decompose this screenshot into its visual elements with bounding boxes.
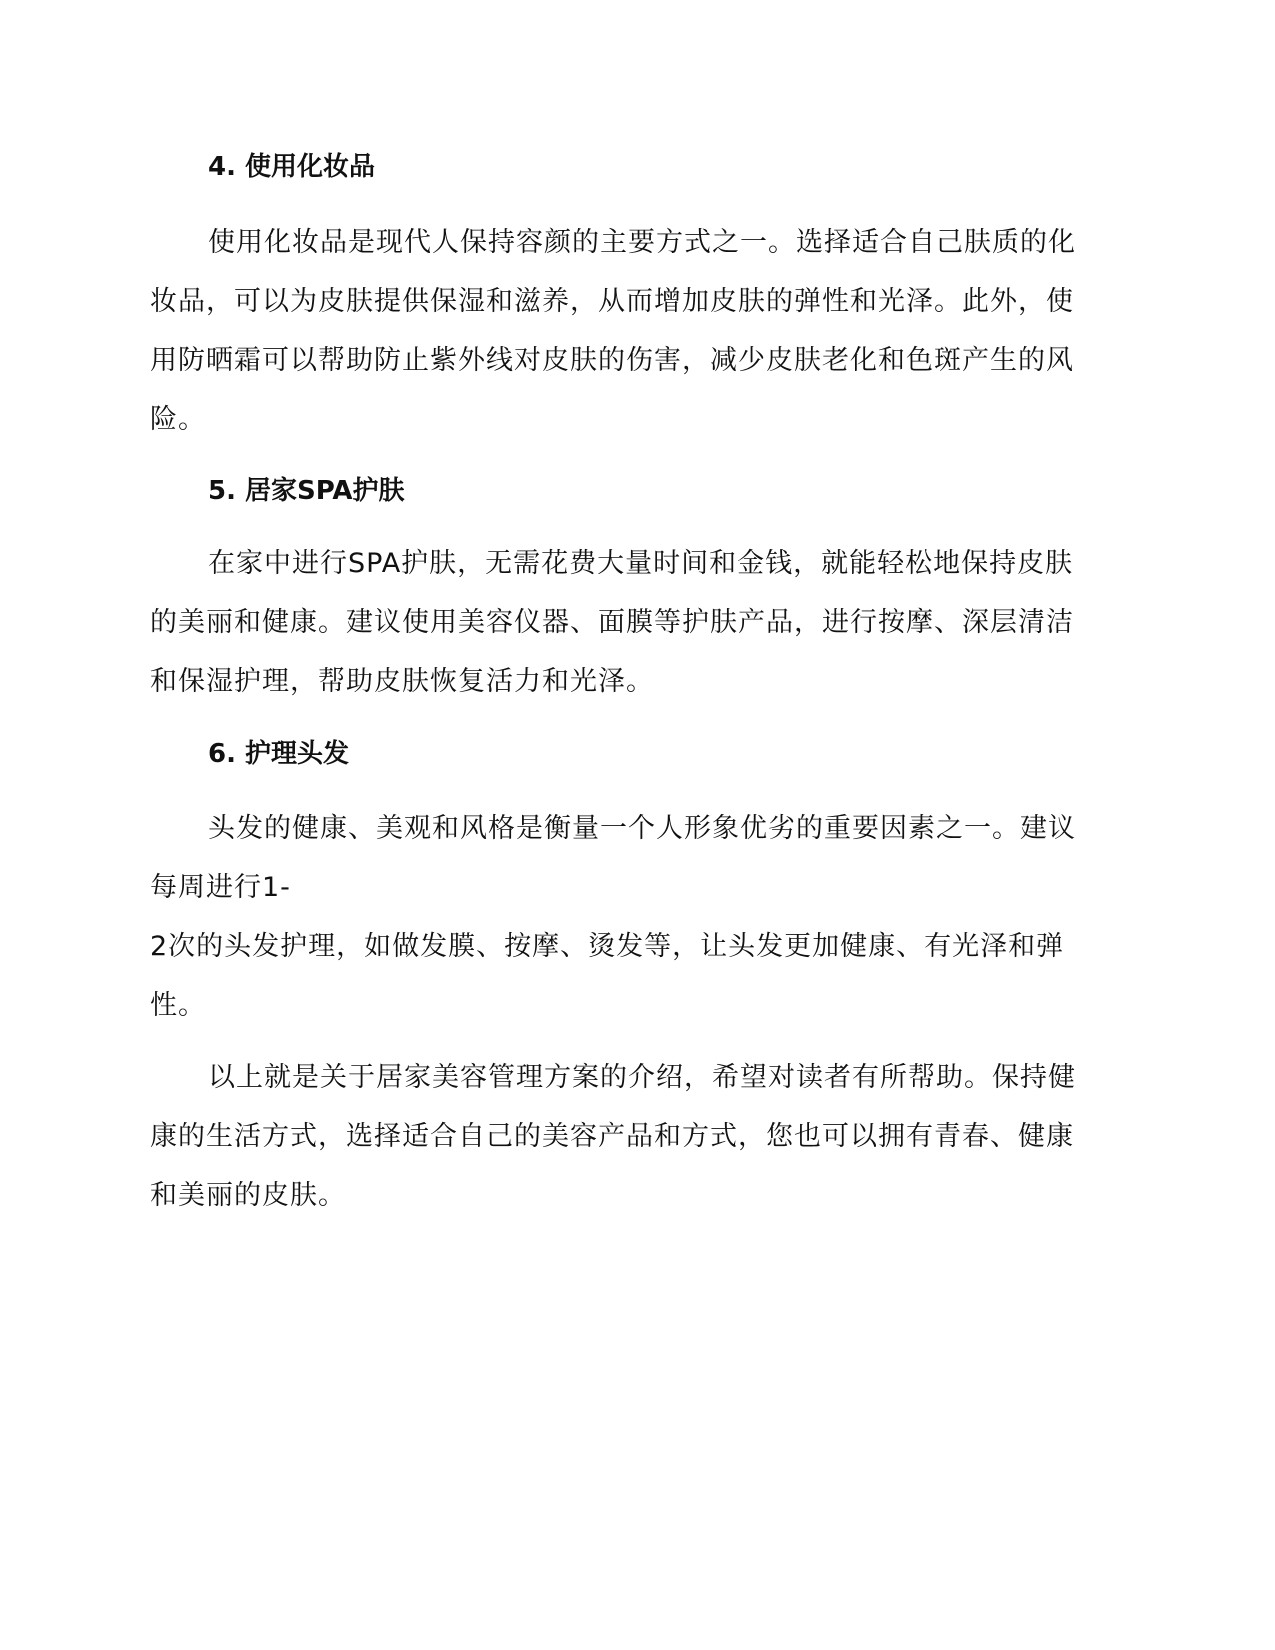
paragraph-line: 使用化妆品是现代人保持容颜的主要方式之一。选择适合自己肤质的化	[208, 227, 1076, 258]
paragraph-line: 和美丽的皮肤。	[150, 1180, 346, 1211]
paragraph-line: 和保湿护理，帮助皮肤恢复活力和光泽。	[150, 666, 654, 697]
paragraph-line: 康的生活方式，选择适合自己的美容产品和方式，您也可以拥有青春、健康	[150, 1121, 1074, 1152]
paragraph-line: 的美丽和健康。建议使用美容仪器、面膜等护肤产品，进行按摩、深层清洁	[150, 607, 1074, 638]
paragraph-line: 2次的头发护理，如做发膜、按摩、烫发等，让头发更加健康、有光泽和弹	[150, 931, 1065, 962]
paragraph-line: 以上就是关于居家美容管理方案的介绍，希望对读者有所帮助。保持健	[208, 1062, 1076, 1093]
paragraph-line: 每周进行1-	[150, 872, 291, 903]
paragraph-line: 险。	[150, 404, 206, 435]
section-paragraph-home-spa	[150, 534, 1110, 711]
paragraph-line: 性。	[150, 990, 206, 1021]
section-heading-cosmetics: 4. 使用化妆品	[208, 152, 376, 182]
section-paragraph-cosmetics	[150, 213, 1110, 449]
paragraph-line: 妆品，可以为皮肤提供保湿和滋养，从而增加皮肤的弹性和光泽。此外，使	[150, 286, 1074, 317]
paragraph-line: 用防晒霜可以帮助防止紫外线对皮肤的伤害，减少皮肤老化和色斑产生的风	[150, 345, 1074, 376]
paragraph-line: 头发的健康、美观和风格是衡量一个人形象优劣的重要因素之一。建议	[208, 813, 1076, 844]
section-paragraph-hair-care	[150, 799, 1110, 1035]
section-heading-home-spa: 5. 居家SPA护肤	[208, 476, 405, 506]
paragraph-line: 在家中进行SPA护肤，无需花费大量时间和金钱，就能轻松地保持皮肤	[208, 548, 1074, 579]
section-heading-hair-care: 6. 护理头发	[208, 739, 350, 769]
conclusion-paragraph	[150, 1048, 1110, 1225]
